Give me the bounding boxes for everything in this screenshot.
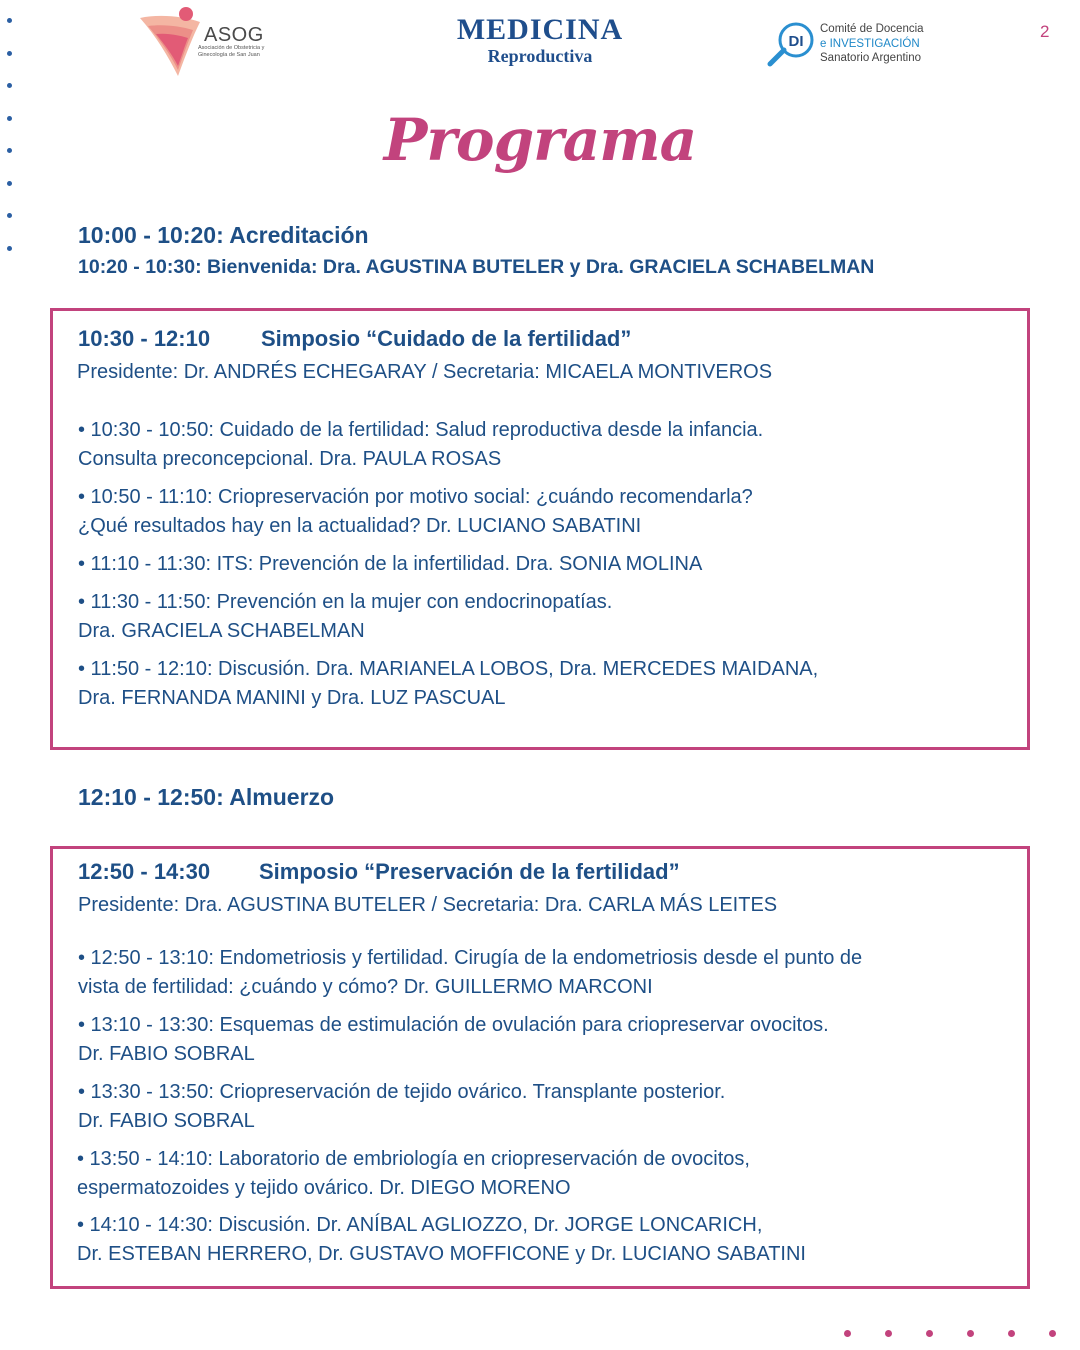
asog-subtitle: Asociación de Obstetricia y Ginecología de San Juan [198, 45, 265, 58]
list-item-line: • 12:50 - 13:10: Endometriosis y fertilidad. Cirugía de la endometriosis desde el punto de [78, 947, 863, 969]
comite-line-2: e INVESTIGACIÓN [820, 37, 920, 50]
list-item-line: • 10:50 - 11:10: Criopreservación por motivo social: ¿cuándo recomendarla? [78, 486, 753, 508]
list-item [78, 1011, 829, 1069]
decor-dot [1008, 1330, 1015, 1337]
asog-name: ASOG [204, 24, 264, 46]
decor-dot [7, 83, 12, 88]
list-item-line: Dr. ESTEBAN HERRERO, Dr. GUSTAVO MOFFICONE y Dr. LUCIANO SABATINI [77, 1243, 806, 1265]
list-item-line: ¿Qué resultados hay en la actualidad? Dr. LUCIANO SABATINI [78, 515, 642, 537]
list-item [77, 1211, 806, 1269]
list-item-line: Consulta preconcepcional. Dra. PAULA ROSAS [78, 448, 502, 470]
symposium-2-title: Simposio “Preservación de la fertilidad” [259, 859, 680, 884]
symposium-1-time: 10:30 - 12:10 [78, 326, 211, 351]
medicina-wordmark: MEDICINA [456, 13, 624, 46]
list-item-line: Dra. FERNANDA MANINI y Dra. LUZ PASCUAL [78, 687, 506, 709]
page-title: Programa [383, 106, 697, 174]
list-item-line: • 11:50 - 12:10: Discusión. Dra. MARIANELA LOBOS, Dra. MERCEDES MAIDANA, [78, 658, 819, 680]
list-item [77, 1145, 750, 1203]
symposium-2-president: Presidente: Dra. AGUSTINA BUTELER / Secretaria: Dra. CARLA MÁS LEITES [78, 894, 778, 916]
comite-logo-text [820, 22, 924, 66]
list-item [78, 416, 763, 474]
decor-dot [1049, 1330, 1056, 1337]
list-item [78, 483, 753, 541]
list-item [78, 550, 702, 579]
list-item-line: • 13:50 - 14:10: Laboratorio de embriología en criopreservación de ovocitos, [77, 1148, 750, 1170]
list-item-line: Dr. FABIO SOBRAL [78, 1110, 255, 1132]
decor-dot [967, 1330, 974, 1337]
decor-dot [926, 1330, 933, 1337]
decor-dot [885, 1330, 892, 1337]
reproductiva-wordmark: Reproductiva [487, 46, 593, 66]
decor-dot [7, 18, 12, 23]
decor-dot [7, 213, 12, 218]
comite-line-1: Comité de Docencia [820, 23, 924, 35]
symposium-2-time: 12:50 - 14:30 [78, 859, 211, 884]
decor-dot [7, 246, 12, 251]
medicina-reproductiva-logo [440, 14, 640, 66]
list-item [78, 944, 862, 1002]
list-item-line: Dra. GRACIELA SCHABELMAN [78, 620, 365, 642]
list-item-line: vista de fertilidad: ¿cuándo y cómo? Dr. GUILLERMO MARCONI [78, 976, 653, 998]
lunch-line: 12:10 - 12:50: Almuerzo [78, 784, 335, 810]
symposium-1-president: Presidente: Dr. ANDRÉS ECHEGARAY / Secretaria: MICAELA MONTIVEROS [77, 361, 773, 383]
list-item-line: • 10:30 - 10:50: Cuidado de la fertilidad: Salud reproductiva desde la infancia. [78, 419, 764, 441]
list-item [78, 588, 612, 646]
magnifier-logo-icon [764, 18, 816, 70]
comite-icon-text: DI [788, 33, 804, 50]
list-item [78, 1078, 725, 1136]
symposium-1-header [78, 326, 631, 352]
list-item-line: • 13:30 - 13:50: Criopreservación de tejido ovárico. Transplante posterior. [78, 1081, 726, 1103]
symposium-1-title: Simposio “Cuidado de la fertilidad” [261, 326, 632, 351]
page-number: 2 [1040, 22, 1050, 41]
comite-line-3: Sanatorio Argentino [820, 52, 922, 64]
list-item-line: espermatozoides y tejido ovárico. Dr. DIEGO MORENO [77, 1177, 571, 1199]
list-item [78, 655, 818, 713]
list-item-line: • 11:30 - 11:50: Prevención en la mujer con endocrinopatías. [78, 591, 613, 613]
list-item-line: • 11:10 - 11:30: ITS: Prevención de la infertilidad. Dra. SONIA MOLINA [78, 553, 703, 575]
bienvenida-line: 10:20 - 10:30: Bienvenida: Dra. AGUSTINA BUTELER y Dra. GRACIELA SCHABELMAN [78, 256, 875, 278]
symposium-2-header [78, 859, 680, 885]
list-item-line: • 14:10 - 14:30: Discusión. Dr. ANÍBAL AGLIOZZO, Dr. JORGE LONCARICH, [77, 1214, 763, 1236]
decor-dot [7, 51, 12, 56]
list-item-line: • 13:10 - 13:30: Esquemas de estimulación de ovulación para criopreservar ovocitos. [78, 1014, 829, 1036]
decor-dot [7, 181, 12, 186]
decor-dot [844, 1330, 851, 1337]
list-item-line: Dr. FABIO SOBRAL [78, 1043, 255, 1065]
bottom-dot-row [844, 1330, 1056, 1337]
acreditacion-line: 10:00 - 10:20: Acreditación [78, 222, 369, 248]
